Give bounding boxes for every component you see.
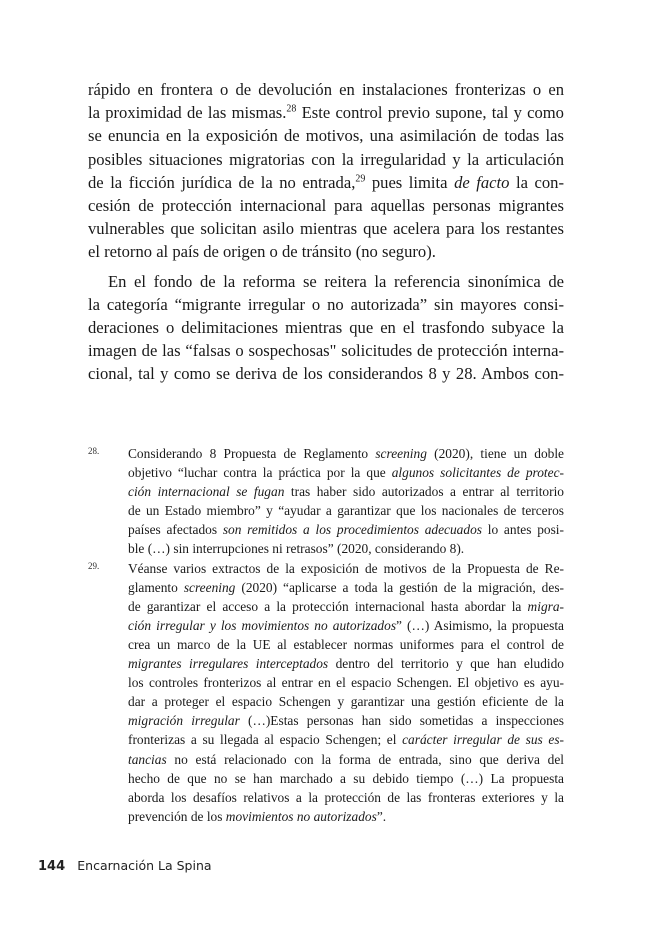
page-footer (38, 858, 212, 874)
footnote-line: países afectados son remitidos a los procedimientos adecuados lo antes posi- (128, 522, 564, 538)
footnotes (88, 444, 564, 826)
text-line: la proximidad de las mismas.$^{28}$ Este control previo supone, tal y como (88, 103, 564, 123)
footnote-text (128, 444, 564, 559)
footnote-line: ble (…) sin interrupciones ni retrasos” (2020, considerando 8). (128, 541, 465, 557)
paragraph-2 (88, 270, 564, 386)
footnote-29 (88, 559, 564, 826)
footnote-28 (88, 444, 564, 559)
footnote-line: los controles fronterizos al entrar en el espacio Schengen. El objetivo es ayu- (128, 675, 564, 691)
footnote-line: Considerando 8 Propuesta de Reglamento screening (2020), tiene un doble (128, 446, 565, 461)
text-line: deraciones o delimitaciones mientras que en el trasfondo subyace la (88, 318, 564, 338)
footnote-text (128, 559, 564, 826)
footnote-line: ción internacional se fugan tras haber sido autorizados a entrar al territorio (128, 484, 564, 500)
footnote-number: 28. (88, 446, 100, 456)
footnote-number: 29. (88, 560, 100, 571)
text-line: se enuncia en la exposición de motivos, una asimilación de todas las (88, 126, 564, 146)
footnote-line: dar a proteger el espacio Schengen y garantizar una gestión eficiente de la (128, 694, 564, 710)
text-line: posibles situaciones migratorias con la irregularidad y la articulación (88, 149, 564, 169)
text-line: cional, tal y como se deriva de los considerandos 8 y 28. Ambos con- (88, 364, 564, 384)
text-line: de la ficción jurídica de la no entrada,$^{29}$ pues limita de facto la con- (88, 172, 564, 192)
footnote-line: objetivo “luchar contra la práctica por la que algunos solicitantes de protec- (128, 465, 564, 481)
footnote-line: de un Estado miembro” y “ayudar a garantizar que los nacionales de terceros (128, 503, 564, 519)
text-line: vulnerables que solicitan asilo mientras que acelera para los restantes (88, 219, 564, 239)
footnote-line: Véanse varios extractos de la exposición de motivos de la Propuesta de Re- (128, 560, 564, 576)
page-number: 144 (38, 859, 66, 874)
body-text (88, 78, 564, 386)
text-line: En el fondo de la reforma se reitera la referencia sinonímica de (108, 271, 564, 291)
footnote-line: ción irregular y los movimientos no autorizados” (…) Asimismo, la propuesta (128, 617, 564, 633)
text-line: rápido en frontera o de devolución en instalaciones fronterizas o en (88, 80, 564, 99)
footnote-line: fronterizas a su llegada al espacio Schengen; el carácter irregular de sus es- (128, 732, 564, 748)
footnote-line: crea un marco de la UE al establecer normas uniformes para el control de (128, 636, 564, 652)
paragraph-1 (88, 78, 564, 264)
footnote-line: glamento screening (2020) “aplicarse a toda la gestión de la migración, des- (128, 579, 564, 595)
text-line: imagen de las “falsas o sospechosas" solicitudes de protección interna- (88, 341, 564, 361)
footnote-line: migrantes irregulares interceptados dentro del territorio y que han eludido (128, 656, 565, 672)
footnote-line: migración irregular (…)Estas personas han sido sometidas a inspecciones (128, 713, 564, 729)
footnote-line: hecho de que no se han marchado a su debido tiempo (…) La propuesta (128, 770, 564, 786)
text-line: el retorno al país de origen o de tránsito (no seguro). (88, 242, 436, 262)
footnote-line: de garantizar el acceso a la protección internacional hasta abordar la migra- (128, 598, 564, 614)
text-line: la categoría “migrante irregular o no autorizada” sin mayores consi- (88, 294, 564, 314)
text-line: cesión de protección internacional para aquellas personas migrantes (88, 196, 564, 216)
footnote-line: prevención de los movimientos no autorizados”. (128, 808, 387, 824)
footnote-line: tancias no está relacionado con la forma de entrada, sino que deriva del (128, 751, 564, 767)
running-author: Encarnación La Spina (77, 858, 212, 873)
footnote-line: aborda los desafíos relativos a la protección de las fronteras exteriores y la (128, 789, 564, 805)
